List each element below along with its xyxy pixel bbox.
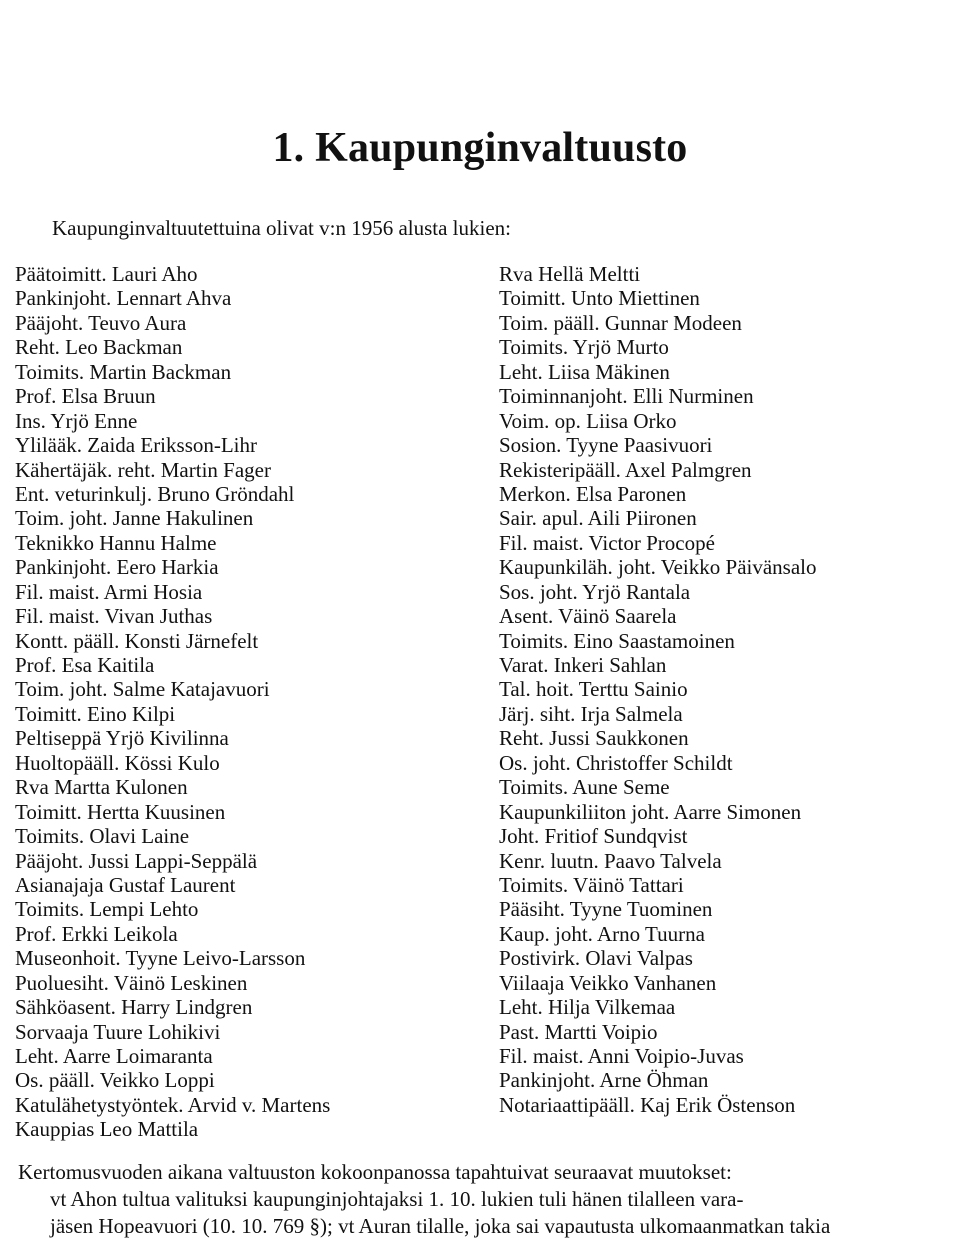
- member-entry: Sorvaaja Tuure Lohikivi: [15, 1019, 221, 1044]
- member-entry: Kontt. pääll. Konsti Järnefelt: [15, 628, 259, 653]
- member-entry: Järj. siht. Irja Salmela: [499, 701, 683, 726]
- member-entry: Rekisteripääll. Axel Palmgren: [499, 457, 752, 482]
- member-entry: Pääjoht. Jussi Lappi-Seppälä: [15, 848, 258, 873]
- member-entry: Pääsiht. Tyyne Tuominen: [499, 897, 713, 922]
- member-entry: Postivirk. Olavi Valpas: [499, 946, 693, 971]
- member-entry: Asent. Väinö Saarela: [499, 604, 677, 629]
- member-entry: Varat. Inkeri Sahlan: [499, 653, 667, 677]
- member-entry: Sosion. Tyyne Paasivuori: [499, 433, 713, 458]
- member-entry: Pääjoht. Teuvo Aura: [15, 310, 187, 335]
- member-entry: Kaupunkiliiton joht. Aarre Simonen: [499, 799, 802, 824]
- member-entry: Kaup. joht. Arno Tuurna: [499, 921, 705, 946]
- member-entry: Leht. Aarre Loimaranta: [15, 1044, 213, 1068]
- member-entry: Reht. Leo Backman: [15, 335, 183, 360]
- member-entry: Pankinjoht. Eero Harkia: [15, 555, 219, 580]
- member-entry: Toimits. Martin Backman: [15, 359, 232, 384]
- member-entry: Leht. Hilja Vilkemaa: [499, 995, 676, 1020]
- intro-text: Kaupunginvaltuutettuina olivat v:n 1956 alusta lukien:: [52, 216, 512, 240]
- member-entry: Viilaaja Veikko Vanhanen: [499, 970, 717, 995]
- member-entry: Toiminnanjoht. Elli Nurminen: [499, 384, 754, 409]
- member-entry: Toimits. Aune Seme: [499, 775, 670, 800]
- member-entry: Toimits. Yrjö Murto: [499, 335, 669, 360]
- member-entry: Teknikko Hannu Halme: [15, 530, 217, 555]
- member-entry: Toim. joht. Janne Hakulinen: [15, 506, 254, 531]
- member-entry: Pankinjoht. Arne Öhman: [499, 1068, 709, 1093]
- member-entry: Ent. veturinkulj. Bruno Gröndahl: [15, 481, 295, 506]
- member-entry: Past. Martti Voipio: [499, 1019, 658, 1044]
- paragraph-line: jäsen Hopeavuori (10. 10. 769 §); vt Auran tilalle, joka sai vapautusta ulkomaanmatkan takia: [50, 1214, 831, 1238]
- member-entry: Voim. op. Liisa Orko: [499, 408, 677, 433]
- paragraph-line: vt Ahon tultua valituksi kaupunginjohtajaksi 1. 10. lukien tuli hänen tilalleen vara-: [50, 1187, 744, 1211]
- member-entry: Toim. joht. Salme Katajavuori: [15, 677, 270, 702]
- member-entry: Fil. maist. Anni Voipio-Juvas: [499, 1044, 744, 1068]
- member-entry: Puoluesiht. Väinö Leskinen: [15, 970, 248, 995]
- member-entry: Os. pääll. Veikko Loppi: [15, 1068, 215, 1093]
- members-right-column: [499, 262, 817, 1117]
- member-entry: Museonhoit. Tyyne Leivo-Larsson: [15, 946, 306, 971]
- member-entry: Rva Hellä Meltti: [499, 262, 641, 286]
- member-entry: Fil. maist. Victor Procopé: [499, 530, 715, 555]
- member-entry: Sair. apul. Aili Piironen: [499, 506, 697, 531]
- member-entry: Rva Martta Kulonen: [15, 775, 188, 800]
- member-entry: Katulähetystyöntek. Arvid v. Martens: [15, 1092, 331, 1117]
- member-entry: Huoltopääll. Kössi Kulo: [15, 750, 220, 775]
- member-entry: Toimits. Lempi Lehto: [15, 897, 199, 922]
- member-entry: Toim. pääll. Gunnar Modeen: [499, 310, 742, 335]
- member-entry: Toimits. Eino Saastamoinen: [499, 628, 735, 653]
- member-entry: Kaupunkiläh. joht. Veikko Päivänsalo: [499, 555, 817, 580]
- member-entry: Toimitt. Eino Kilpi: [15, 701, 176, 726]
- changes-paragraph: [18, 1159, 958, 1240]
- member-entry: Prof. Elsa Bruun: [15, 384, 156, 409]
- member-entry: Os. joht. Christoffer Schildt: [499, 750, 733, 775]
- member-entry: Asianajaja Gustaf Laurent: [15, 872, 236, 897]
- member-entry: Sos. joht. Yrjö Rantala: [499, 579, 691, 604]
- member-entry: Ylilääk. Zaida Eriksson-Lihr: [15, 433, 258, 458]
- member-entry: Reht. Jussi Saukkonen: [499, 726, 689, 751]
- member-entry: Notariaattipääll. Kaj Erik Östenson: [499, 1092, 796, 1117]
- member-entry: Pankinjoht. Lennart Ahva: [15, 286, 232, 311]
- member-entry: Toimitt. Unto Miettinen: [499, 286, 700, 311]
- member-entry: Fil. maist. Armi Hosia: [15, 579, 203, 604]
- member-entry: Toimitt. Hertta Kuusinen: [15, 799, 226, 824]
- member-entry: Merkon. Elsa Paronen: [499, 481, 687, 506]
- member-entry: Päätoimitt. Lauri Aho: [15, 262, 198, 286]
- members-left-column: [15, 262, 330, 1142]
- member-entry: Kauppias Leo Mattila: [15, 1117, 199, 1142]
- member-entry: Tal. hoit. Terttu Sainio: [499, 677, 688, 702]
- member-entry: Sähköasent. Harry Lindgren: [15, 995, 253, 1020]
- member-entry: Kenr. luutn. Paavo Talvela: [499, 848, 722, 873]
- member-entry: Ins. Yrjö Enne: [15, 408, 138, 433]
- paragraph-line: Kertomusvuoden aikana valtuuston kokoonpanossa tapahtuivat seuraavat muutokset:: [18, 1160, 732, 1184]
- member-entry: Fil. maist. Vivan Juthas: [15, 604, 213, 629]
- member-entry: Peltiseppä Yrjö Kivilinna: [15, 726, 229, 751]
- member-entry: Joht. Fritiof Sundqvist: [499, 824, 688, 849]
- member-entry: Toimits. Olavi Laine: [15, 824, 190, 849]
- member-entry: Toimits. Väinö Tattari: [499, 872, 684, 897]
- member-entry: Leht. Liisa Mäkinen: [499, 359, 670, 384]
- page-title: 1. Kaupunginvaltuusto: [272, 125, 688, 171]
- member-entry: Prof. Erkki Leikola: [15, 921, 178, 946]
- member-entry: Kähertäjäk. reht. Martin Fager: [15, 457, 271, 482]
- member-entry: Prof. Esa Kaitila: [15, 653, 155, 677]
